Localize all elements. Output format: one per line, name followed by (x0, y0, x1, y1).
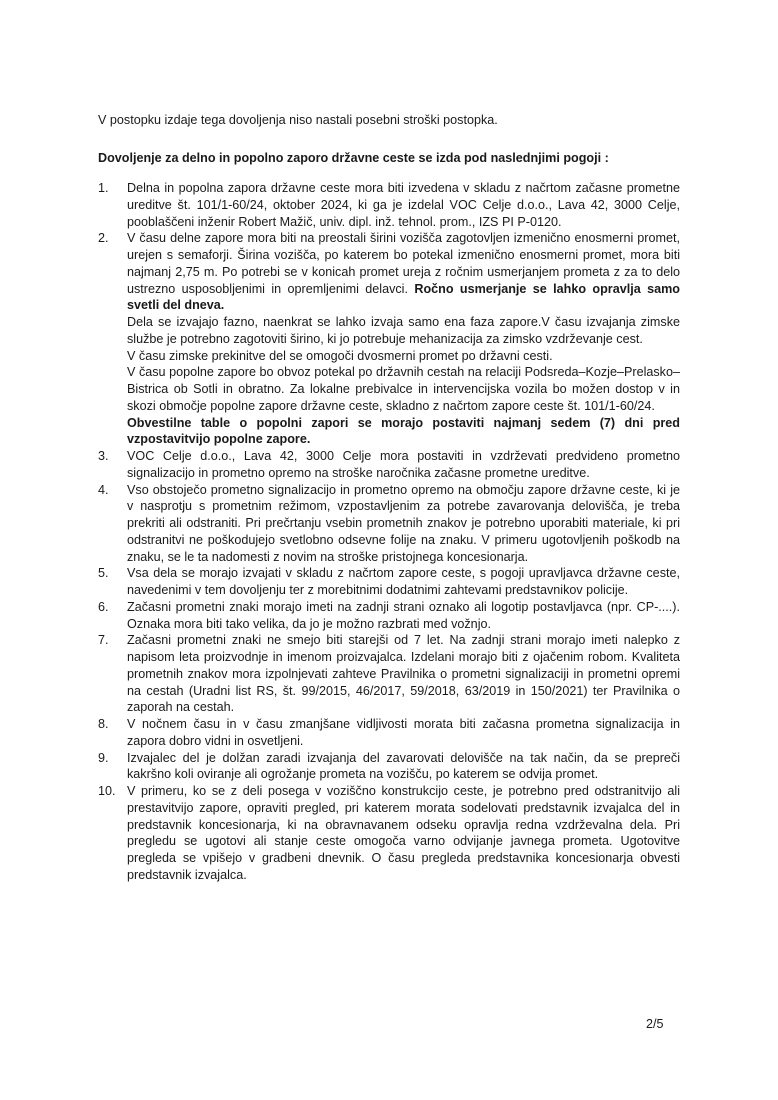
paragraph-text: Dela se izvajajo fazno, naenkrat se lahko izvaja samo ena faza zapore.V času izvajanja zimske službe je potrebno zagotoviti širino, ki jo potrebuje mehanizacija za zimsko vzdrževanje cest. (127, 315, 680, 346)
condition-number: 2. (98, 231, 109, 246)
condition-paragraph (127, 716, 680, 750)
condition-paragraph (127, 482, 680, 566)
conditions-list (98, 180, 680, 884)
condition-item (98, 180, 680, 230)
paragraph-bold-text: Ročno usmerjanje se lahko opravlja samo svetli del dneva. (127, 281, 680, 313)
condition-item (98, 599, 680, 633)
page-number: 2/5 (646, 1017, 664, 1031)
condition-item (98, 565, 680, 599)
paragraph-text: V primeru, ko se z deli posega v voziščno konstrukcijo ceste, je potrebno pred odstranitvijo ali prestavitvijo zapore, opraviti pregled, pri katerem morata sodelovati predstavnik izvajalca del in predstavnik koncesionarja, ki na obravnavanem odseku opravlja redna vzdrževalna dela. Pri pregledu se ugotovi ali stanje ceste omogoča varno odvijanje javnega prometa. Ugotovitve pregleda se vpišejo v gradbeni dnevnik. O času pregleda predstavnika koncesionarja obvesti predstavnik izvajalca. (127, 784, 680, 882)
conditions-heading: Dovoljenje za delno in popolno zaporo državne ceste se izda pod naslednjimi pogoji : (98, 151, 609, 165)
condition-item (98, 448, 680, 482)
condition-paragraph (127, 632, 680, 716)
condition-body (127, 482, 680, 566)
condition-paragraph (127, 448, 680, 482)
condition-number: 9. (98, 750, 109, 765)
paragraph-text: VOC Celje d.o.o., Lava 42, 3000 Celje mora postaviti in vzdrževati predvideno prometno signalizacijo in prometno opremo na stroške naročnika začasne prometne ureditve. (127, 449, 680, 480)
paragraph-text: Vso obstoječo prometno signalizacijo in prometno opremo na območju zapore državne ceste, ki je v nasprotju s prometnim režimom, vzpostavljenim za potrebe zavarovanja delovišča, je treba prekriti ali odstraniti. Pri prečrtanju vsebin prometnih znakov je potrebno uporabiti materiale, ki pri odstranitvi ne poškodujejo svetlobno odsevne folije na znaku. V primeru ugotovljenih poškodb na znaku, se le ta nadomesti z novim na stroške pristojnega koncesionarja. (127, 482, 680, 564)
condition-paragraph (127, 314, 680, 348)
paragraph-text: V času zimske prekinitve del se omogoči dvosmerni promet po državni cesti. (127, 348, 553, 363)
intro-text: V postopku izdaje tega dovoljenja niso nastali posebni stroški postopka. (98, 113, 498, 127)
condition-paragraph (127, 599, 680, 633)
paragraph-text: Izvajalec del je dolžan zaradi izvajanja del zavarovati delovišče na tak način, da se prepreči kakršno koli oviranje ali ogrožanje prometa na vozišču, po katerem se odvija promet. (127, 750, 680, 782)
condition-body (127, 180, 680, 230)
paragraph-text: Začasni prometni znaki morajo imeti na zadnji strani oznako ali logotip postavljavca (npr. CP-....). Oznaka mora biti tako velika, da jo je možno razbrati med vožnjo. (127, 599, 680, 631)
condition-item (98, 783, 680, 884)
condition-item (98, 632, 680, 716)
condition-body (127, 230, 680, 448)
condition-body (127, 716, 680, 750)
paragraph-text: V nočnem času in v času zmanjšane vidljivosti morata biti začasna prometna signalizacija in zapora dobro vidni in osvetljeni. (127, 717, 680, 748)
condition-paragraph (127, 180, 680, 230)
condition-item (98, 750, 680, 784)
condition-number: 5. (98, 566, 109, 581)
condition-paragraph (127, 415, 680, 449)
paragraph-bold-text: Obvestilne table o popolni zapori se morajo postaviti najmanj sedem (7) dni pred vzpostavitvijo popolne zapore. (127, 415, 680, 447)
condition-body (127, 632, 680, 716)
condition-paragraph (127, 783, 680, 884)
paragraph-text: Začasni prometni znaki ne smejo biti starejši od 7 let. Na zadnji strani morajo imeti nalepko z napisom leta proizvodnje in imenom proizvajalca. Izdelani morajo biti z ojačenim robom. Kvaliteta prometnih znakov mora izpolnjevati zahteve Pravilnika o prometni signalizaciji in prometni opremi na cestah (Uradni list RS, št. 99/2015, 46/2017, 59/2018, 63/2019 in 150/2021) ter Pravilnika o zaporah na cestah. (127, 633, 680, 715)
paragraph-text: Vsa dela se morajo izvajati v skladu z načrtom zapore ceste, s pogoji upravljavca državne ceste, navedenimi v tem dovoljenju ter z morebitnimi dodatnimi zahtevami predstavnikov policije. (127, 566, 680, 597)
condition-paragraph (127, 565, 680, 599)
condition-number: 4. (98, 482, 109, 497)
condition-number: 7. (98, 633, 109, 648)
condition-paragraph (127, 230, 680, 314)
condition-number: 3. (98, 449, 109, 463)
condition-item (98, 716, 680, 750)
condition-body (127, 565, 680, 599)
condition-number: 8. (98, 717, 109, 731)
condition-item (98, 482, 680, 566)
paragraph-text: V času popolne zapore bo obvoz potekal po državnih cestah na relaciji Podsreda–Kozje–Prelasko–Bistrica ob Sotli in obratno. Za lokalne prebivalce in intervencijska vozila bo možen dostop v in skozi območje popolne zapore državne ceste, skladno z načrtom zapore ceste št. 101/1-60/24. (127, 365, 680, 413)
condition-body (127, 448, 680, 482)
condition-paragraph (127, 364, 680, 414)
condition-body (127, 599, 680, 633)
paragraph-text: Delna in popolna zapora državne ceste mora biti izvedena v skladu z načrtom začasne prometne ureditve št. 101/1-60/24, oktober 2024, ki ga je izdelal VOC Celje d.o.o., Lava 42, 3000 Celje, pooblaščeni inženir Robert Mažič, univ. dipl. inž. tehnol. prom., IZS PI P-0120. (127, 181, 680, 229)
condition-body (127, 750, 680, 784)
condition-item (98, 230, 680, 448)
condition-number: 6. (98, 599, 109, 614)
paragraph-text: V času delne zapore mora biti na preostali širini vozišča zagotovljen izmenično enosmerni promet, urejen s semaforji. Širina vozišča, po katerem bo potekal izmenično enosmerni promet, mora biti najmanj 2,75 m. Po potrebi se v konicah promet ureja z ročnim usmerjanjem prometa z za to delo ustrezno usposobljenimi in opremljenimi delavci. (127, 231, 680, 296)
condition-paragraph (127, 348, 680, 365)
condition-body (127, 783, 680, 884)
condition-paragraph (127, 750, 680, 784)
condition-number: 10. (98, 784, 116, 798)
condition-number: 1. (98, 181, 109, 195)
